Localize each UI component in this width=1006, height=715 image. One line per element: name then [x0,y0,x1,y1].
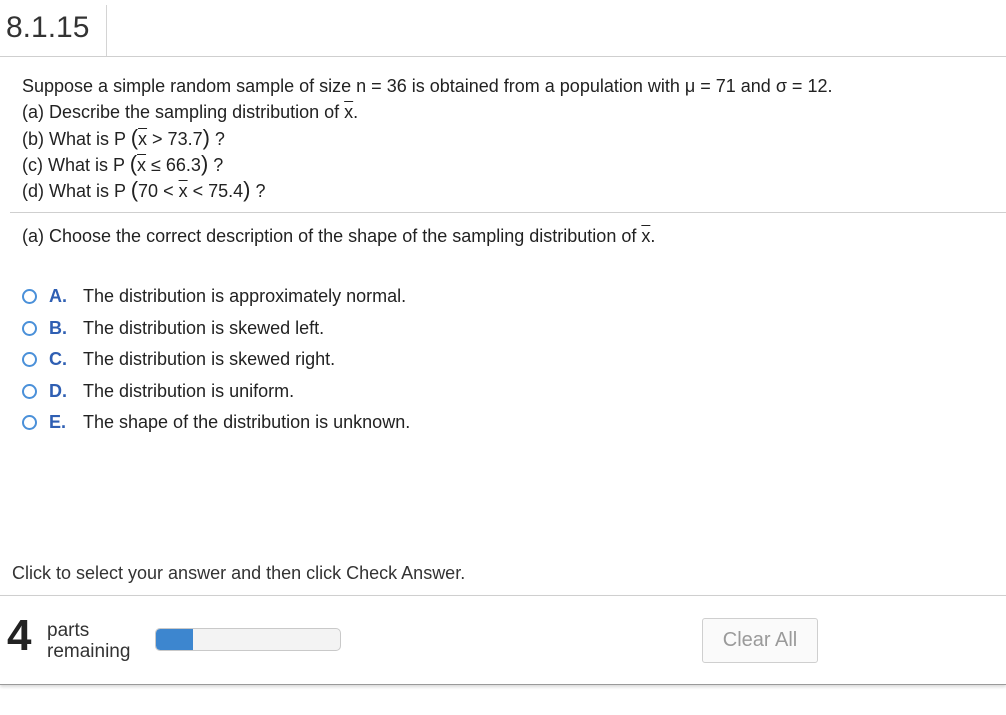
radio-button-b[interactable] [22,321,37,336]
question-mark: ? [209,129,225,149]
open-paren: ( [130,125,139,150]
answer-options [22,281,410,439]
close-paren: ) [243,177,251,202]
section-divider [10,212,1006,213]
parts-remaining-label [47,620,130,662]
radio-button-e[interactable] [22,415,37,430]
option-e[interactable] [22,407,410,439]
x-bar-symbol: $\overline{x}$ [178,181,188,201]
option-d[interactable] [22,376,410,408]
close-paren: ) [200,151,209,176]
problem-part-c [22,151,982,177]
question-number: 8.1.15 [6,11,90,44]
part-b-prefix: (b) What is P [22,129,126,149]
part-a-prefix: (a) Describe the sampling distribution of [22,102,345,122]
part-c-prefix: (c) What is P [22,155,125,175]
option-b[interactable] [22,313,410,345]
option-text[interactable]: The shape of the distribution is unknown. [83,412,411,433]
progress-fill [156,629,193,650]
option-text[interactable]: The distribution is skewed left. [83,317,325,338]
option-text[interactable]: The distribution is approximately normal. [83,286,407,307]
open-paren: ( [130,177,139,202]
x-bar-symbol: $\overline{x}$ [344,102,354,122]
problem-intro [22,73,982,99]
part-question-suffix: . [650,226,656,246]
option-letter: A. [49,286,67,307]
open-paren: ( [129,151,138,176]
question-number-box [0,5,107,56]
part-d-expression-start: 70 < [138,181,179,201]
question-header [0,0,1006,57]
clear-all-button[interactable]: Clear All [702,618,818,663]
progress-bar [155,628,341,651]
part-d-expression-end: < 75.4 [187,181,244,201]
option-a[interactable] [22,281,410,313]
radio-button-c[interactable] [22,352,37,367]
problem-part-d [22,177,982,203]
parts-remaining-count: 4 [7,611,32,660]
option-letter: E. [49,412,67,433]
option-letter: B. [49,317,67,338]
problem-intro-text: Suppose a simple random sample of size n = 36 is obtained from a population with μ = 71 and σ = 12. [22,76,833,96]
part-a-question [22,226,655,247]
parts-label-line1: parts [47,620,90,641]
problem-part-a [22,99,982,125]
x-bar-symbol: $\overline{x}$ [641,226,651,246]
radio-button-d[interactable] [22,384,37,399]
footer-bar [0,595,1006,685]
problem-statement [22,73,982,203]
part-d-prefix: (d) What is P [22,181,126,201]
option-letter: C. [49,349,67,370]
option-text[interactable]: The distribution is uniform. [83,380,295,401]
part-question-prefix: (a) Choose the correct description of the shape of the sampling distribution of [22,226,642,246]
close-paren: ) [202,125,210,150]
question-mark: ? [250,181,266,201]
instruction-text: Click to select your answer and then click Check Answer. [12,563,466,583]
option-c[interactable] [22,344,410,376]
radio-button-a[interactable] [22,289,37,304]
x-bar-symbol: $\overline{x}$ [138,129,148,149]
question-mark: ? [208,155,224,175]
part-c-expression: ≤ 66.3 [146,155,201,175]
option-text[interactable]: The distribution is skewed right. [83,349,336,370]
option-letter: D. [49,380,67,401]
parts-label-line2: remaining [47,641,131,662]
part-b-expression: > 73.7 [147,129,203,149]
problem-part-b [22,125,982,151]
x-bar-symbol: $\overline{x}$ [137,155,147,175]
part-a-suffix: . [353,102,359,122]
